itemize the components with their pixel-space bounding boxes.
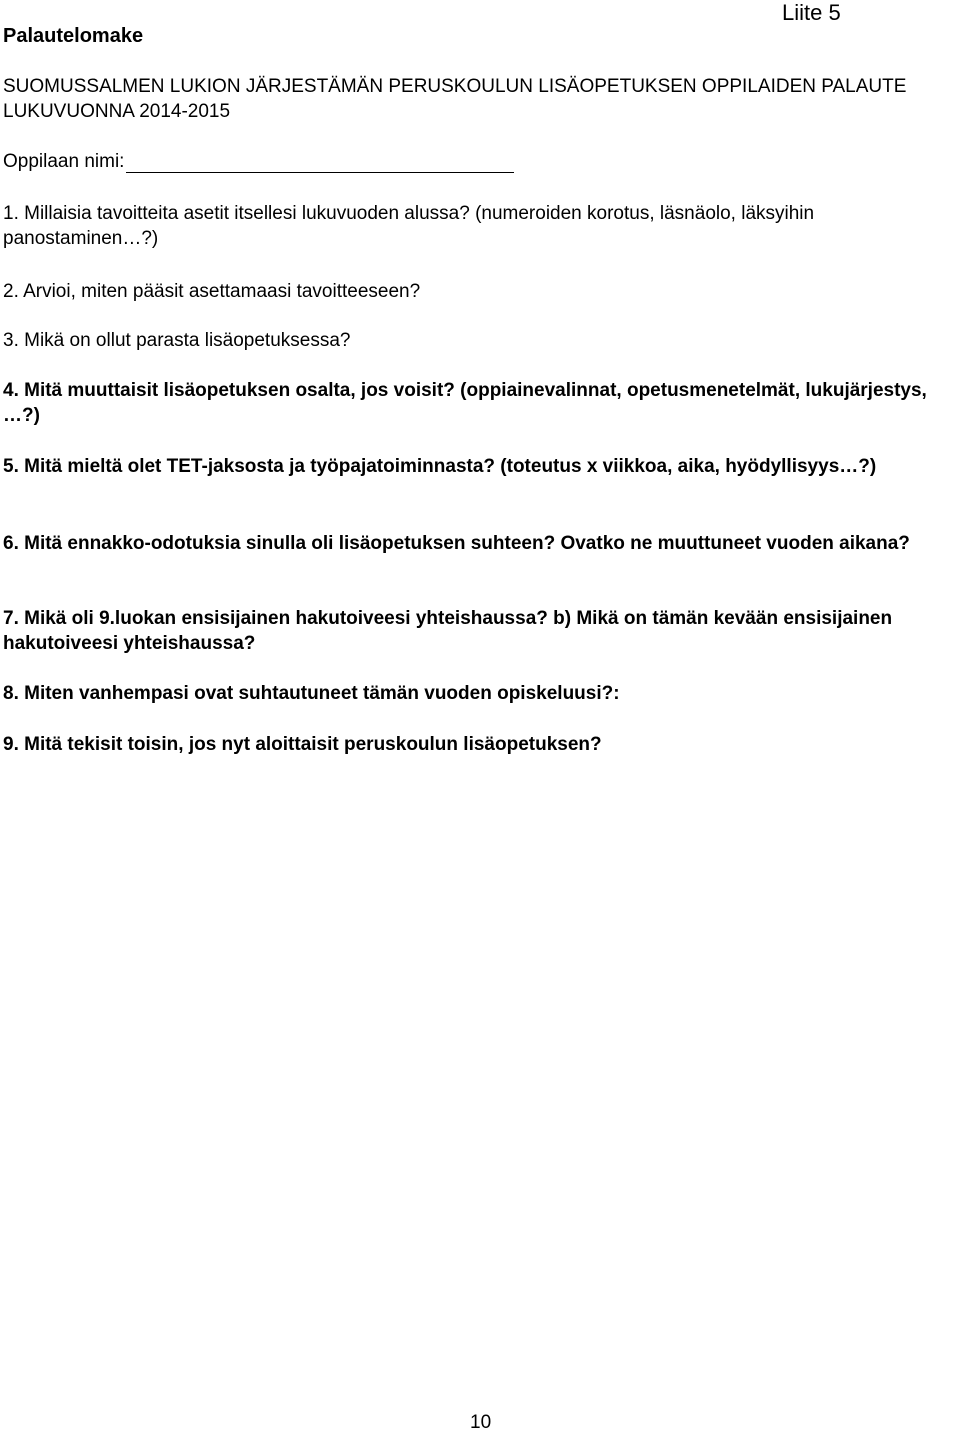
question-4: 4. Mitä muuttaisit lisäopetuksen osalta, jos voisit? (oppiainevalinnat, opetusmenetelmät, lukujärjestys, …?) — [3, 380, 927, 426]
question-8: 8. Miten vanhempasi ovat suhtautuneet tämän vuoden opiskeluusi?: — [3, 683, 620, 704]
document-title: SUOMUSSALMEN LUKION JÄRJESTÄMÄN PERUSKOULUN LISÄOPETUKSEN OPPILAIDEN PALAUTE LUKUVUONNA 2014-2015 — [3, 76, 907, 122]
question-5: 5. Mitä mieltä olet TET-jaksosta ja työpajatoiminnasta? (toteutus x viikkoa, aika, hyödyllisyys…?) — [3, 456, 877, 477]
student-name-field[interactable] — [126, 150, 514, 173]
form-label: Palautelomake — [3, 25, 144, 47]
student-name-label: Oppilaan nimi: — [3, 151, 125, 172]
student-name-row — [3, 150, 514, 173]
question-1: 1. Millaisia tavoitteita asetit itsellesi lukuvuoden alussa? (numeroiden korotus, läsnäolo, läksyihin panostaminen…?) — [3, 203, 815, 249]
question-6: 6. Mitä ennakko-odotuksia sinulla oli lisäopetuksen suhteen? Ovatko ne muuttuneet vuoden aikana? — [3, 533, 910, 554]
question-3: 3. Mikä on ollut parasta lisäopetuksessa? — [3, 330, 351, 351]
page-number: 10 — [470, 1412, 492, 1433]
question-2: 2. Arvioi, miten pääsit asettamaasi tavoitteeseen? — [3, 281, 421, 302]
question-7: 7. Mikä oli 9.luokan ensisijainen hakutoiveesi yhteishaussa? b) Mikä on tämän kevään ensisijainen hakutoiveesi yhteishaussa? — [3, 608, 893, 654]
appendix-label: Liite 5 — [782, 0, 841, 25]
question-9: 9. Mitä tekisit toisin, jos nyt aloittaisit peruskoulun lisäopetuksen? — [3, 734, 602, 755]
